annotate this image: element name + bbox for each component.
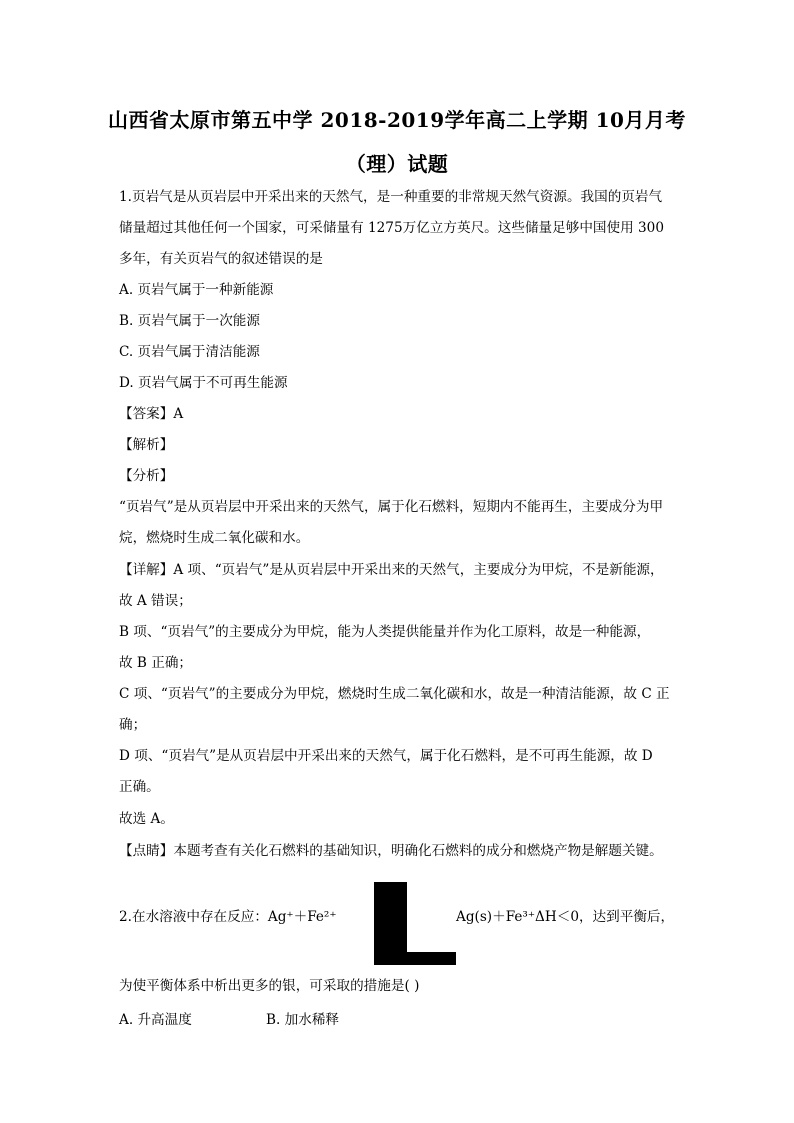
q2-option-b: B. 加水稀释 — [266, 1012, 340, 1028]
q1-option-b: B. 页岩气属于一次能源 — [119, 313, 260, 329]
q1-detail-line-9: 故选 A。 — [119, 811, 174, 827]
q1-detail-line-2: 故 A 错误； — [119, 593, 192, 609]
q2-option-a: A. 升高温度 — [119, 1012, 192, 1028]
q2-stem-line-2: 为使平衡体系中析出更多的银，可采取的措施是( ) — [119, 978, 420, 994]
q1-analysis-label: 【解析】 — [119, 437, 174, 453]
q1-stem-line-3: 多年，有关页岩气的叙述错误的是 — [119, 251, 323, 267]
q1-detail-line-8: 正确。 — [119, 779, 160, 795]
q2-stem-left: 2.在水溶液中存在反应：Ag⁺＋Fe²⁺ — [119, 909, 337, 925]
q1-option-a: A. 页岩气属于一种新能源 — [119, 282, 274, 298]
q1-answer: 【答案】A — [119, 406, 184, 422]
page-title: 山西省太原市第五中学 2018-2019学年高二上学期 10月月考 — [108, 108, 686, 132]
reaction-arrow-image-base — [374, 952, 456, 965]
q1-detail-line-5: C 项、“页岩气”的主要成分为甲烷，燃烧时生成二氧化碳和水，故是一种清洁能源，故 C 正 — [119, 686, 670, 702]
page-subtitle: （理）试题 — [345, 152, 449, 176]
q1-stem-line-1: 1.页岩气是从页岩层中开采出来的天然气，是一种重要的非常规天然气资源。我国的页岩气 — [119, 189, 663, 205]
q2-stem-right: Ag(s)＋Fe³⁺ΔH＜0，达到平衡后， — [456, 909, 675, 925]
q1-detail-line-6: 确； — [119, 717, 147, 733]
q1-stem-line-2: 储量超过其他任何一个国家，可采储量有 1275万亿立方英尺。这些储量足够中国使用 300 — [119, 220, 664, 236]
q1-dianjing: 【点睛】本题考查有关化石燃料的基础知识，明确化石燃料的成分和燃烧产物是解题关键。 — [119, 843, 663, 859]
q1-detail-line-3: B 项、“页岩气”的主要成分为甲烷，能为人类提供能量并作为化工原料，故是一种能源， — [119, 624, 651, 640]
q1-detail-line-1: 【详解】A 项、“页岩气”是从页岩层中开采出来的天然气，主要成分为甲烷，不是新能源， — [119, 562, 664, 578]
q1-fenxi-line-2: 烷，燃烧时生成二氧化碳和水。 — [119, 530, 310, 546]
q1-detail-line-4: 故 B 正确； — [119, 655, 193, 671]
q1-fenxi-line-1: “页岩气”是从页岩层中开采出来的天然气，属于化石燃料，短期内不能再生，主要成分为甲 — [119, 499, 664, 515]
q1-detail-line-7: D 项、“页岩气”是从页岩层中开采出来的天然气，属于化石燃料，是不可再生能源，故 D — [119, 748, 653, 764]
q1-option-d: D. 页岩气属于不可再生能源 — [119, 375, 288, 391]
q1-fenxi-label: 【分析】 — [119, 468, 174, 484]
q1-option-c: C. 页岩气属于清洁能源 — [119, 344, 260, 360]
reaction-arrow-image — [374, 882, 407, 952]
